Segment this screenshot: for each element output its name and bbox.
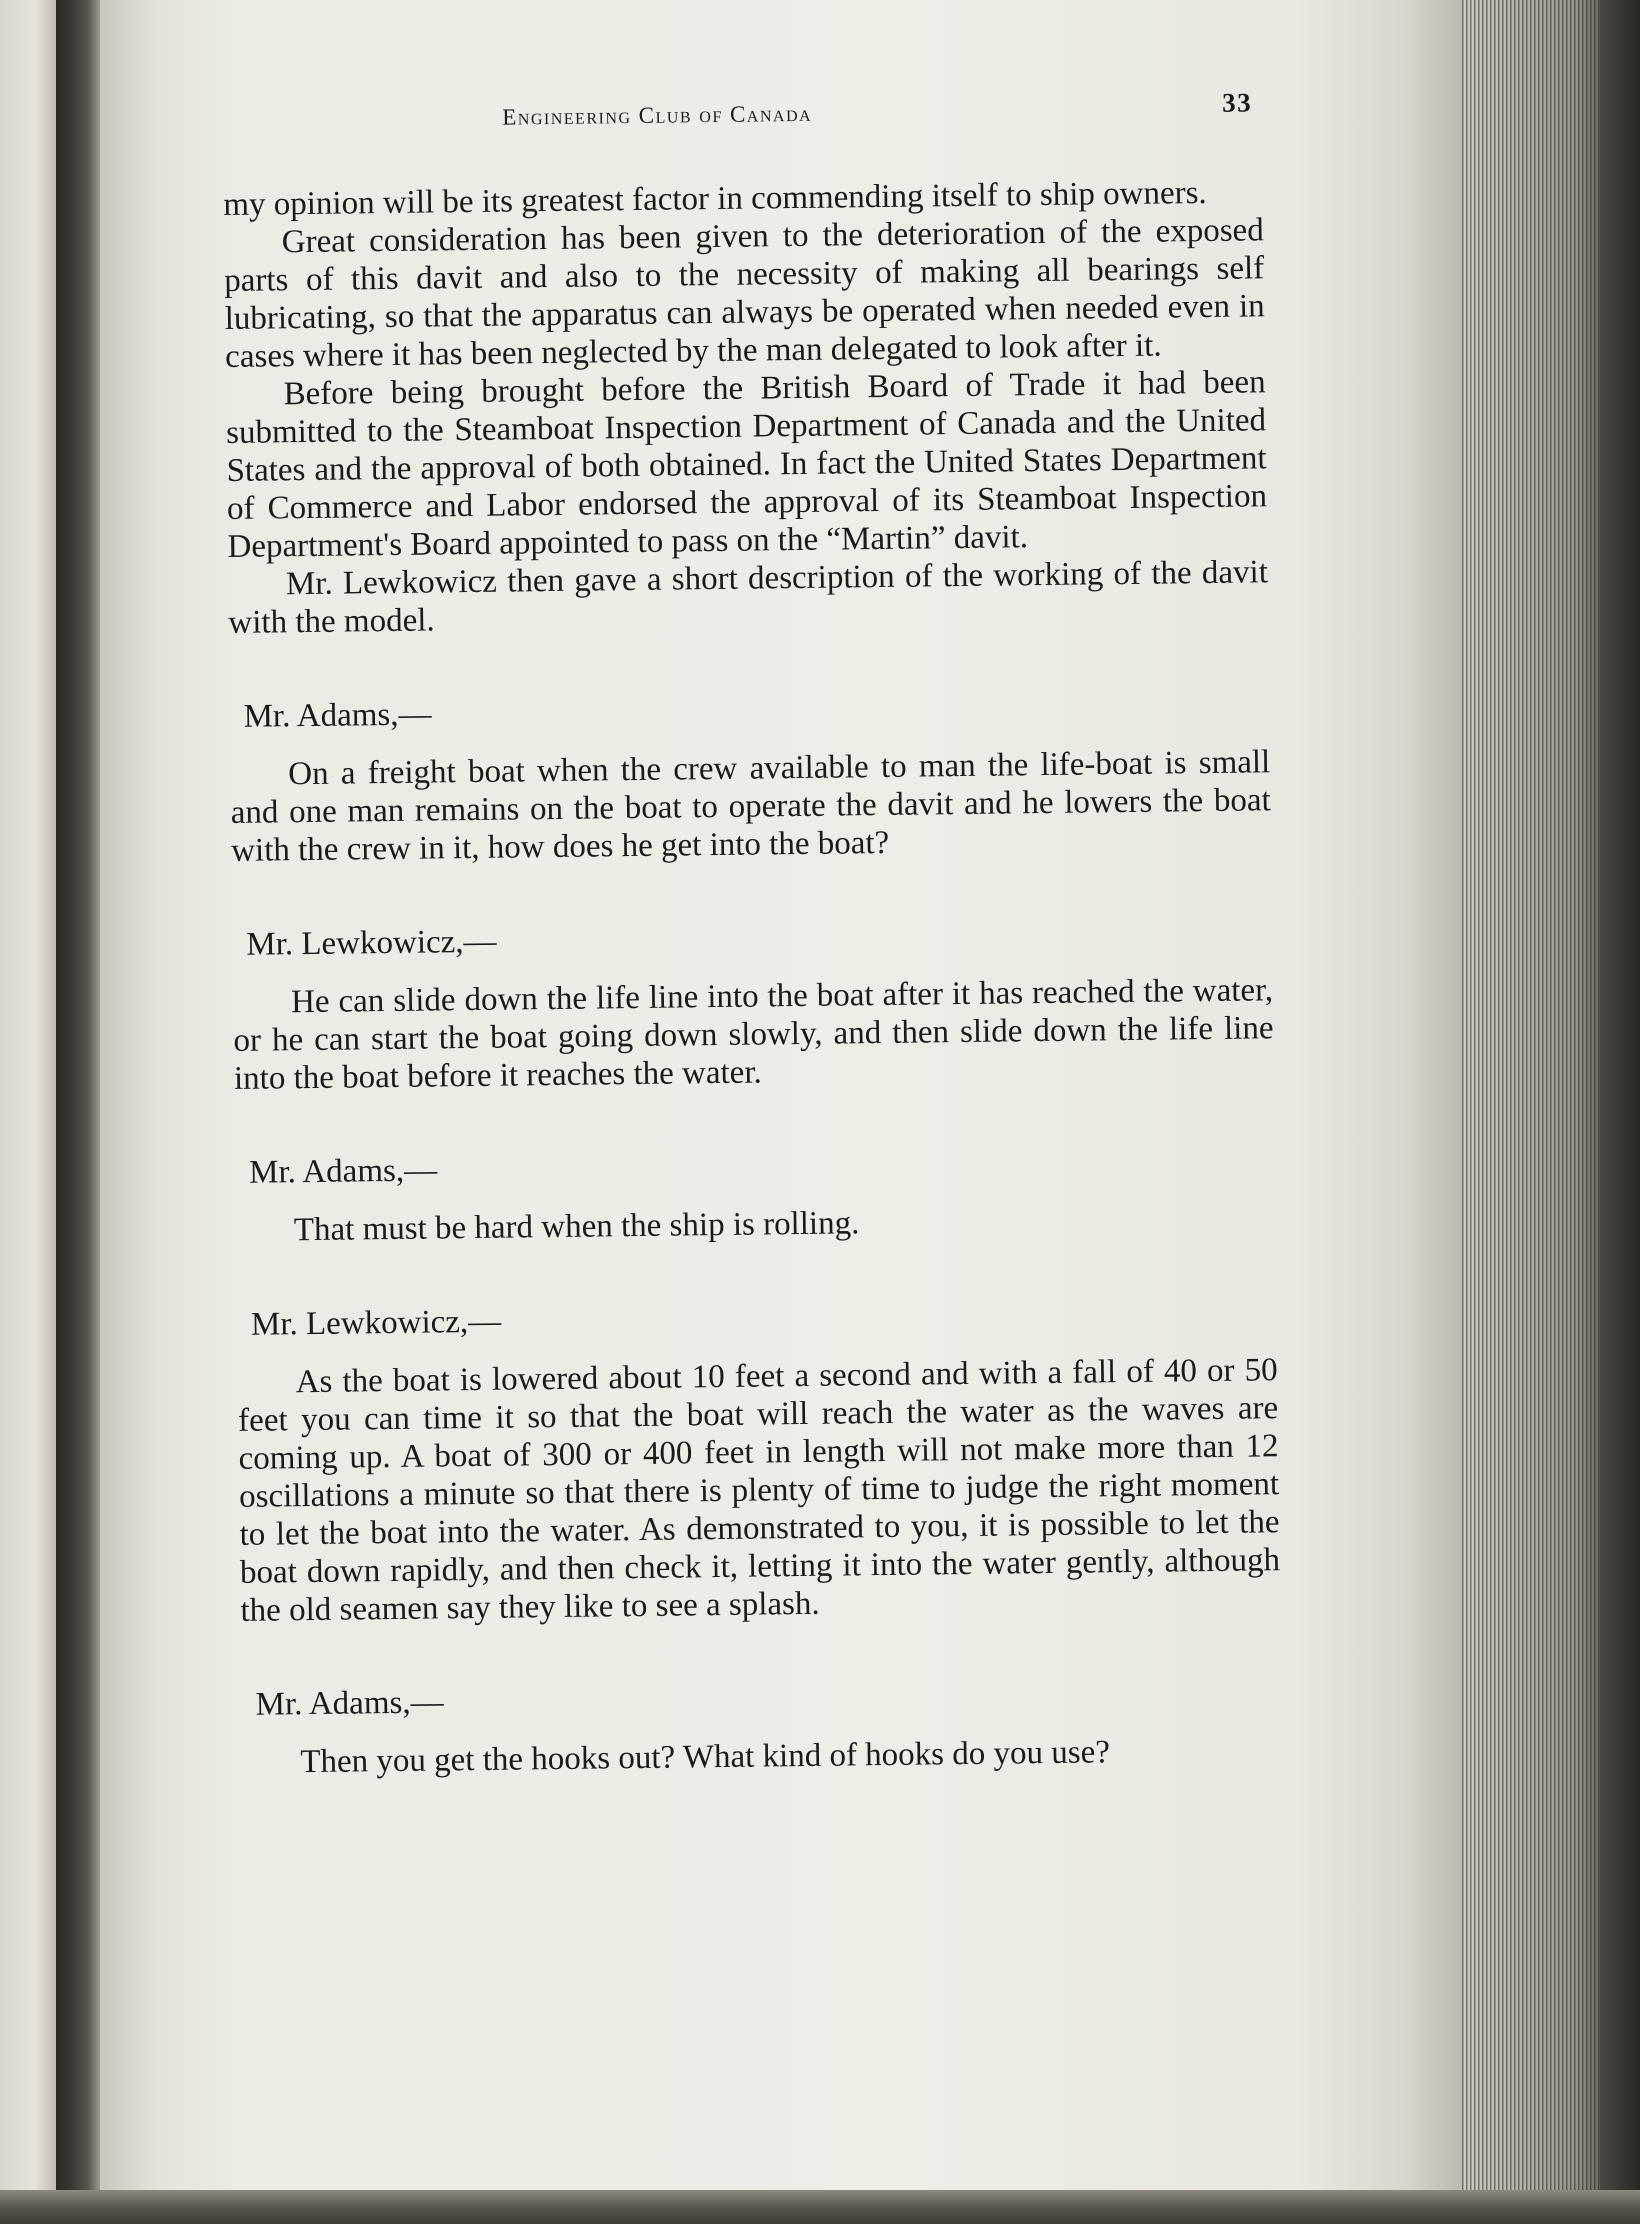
speech-text: As the boat is lowered about 10 feet a second and with a fall of 40 or 50 feet you can time it so that the boat will reach the water as the waves are coming up. A boat of 300 or 400 feet in length will not make more than 12 oscillations a minute so that there is plenty of time to judge the right moment to let the boat into the water. As demonstrated to you, it is possible to let the boat down rapidly, and then check it, letting it into the water gently, although the old seamen say they like to see a splash. xyxy=(237,1352,1281,1629)
speech-text: He can slide down the life line into the boat after it has reached the water, or he can start the boat going down slowly, and then slide down the life line into the boat before it reaches the water. xyxy=(233,972,1274,1097)
paragraph: Mr. Lewkowicz then gave a short description of the working of the davit with the model. xyxy=(228,554,1269,641)
cover-edge xyxy=(1600,0,1640,2224)
left-page-edge xyxy=(0,0,58,2224)
speaker-label: Mr. Lewkowicz,— xyxy=(250,1303,502,1343)
page-edges-stack xyxy=(1462,0,1602,2200)
book-gutter xyxy=(56,0,102,2224)
speaker-label: Mr. Adams,— xyxy=(255,1684,444,1723)
speech-text: Then you get the hooks out? What kind of hooks do you use? xyxy=(300,1734,1111,1781)
paragraph: Before being brought before the British Board of Trade it had been submitted to the Steamboat Inspection Department of Canada and the United States and the approval of both obtained. In fact the United States Department of Commerce and Labor endorsed the approval of its Steamboat Inspection Department's Board appointed to pass on the “Martin” davit. xyxy=(225,364,1268,565)
speech-text: That must be hard when the ship is rolling. xyxy=(293,1205,860,1249)
speech-text: On a freight boat when the crew available to man the life-boat is small and one man remains on the boat to operate the davit and he lowers the boat with the crew in it, how does he get into the boat? xyxy=(230,744,1271,869)
paragraph: Great consideration has been given to the deterioration of the exposed parts of this davit and also to the necessity of making all bearings self lubricating, so that the apparatus can always be operated when needed even in cases where it has been neglected by the man delegated to look after it. xyxy=(224,212,1265,375)
speaker-label: Mr. Lewkowicz,— xyxy=(246,923,497,963)
speaker-label: Mr. Adams,— xyxy=(248,1152,438,1191)
bottom-edge xyxy=(0,2190,1640,2224)
speaker-label: Mr. Adams,— xyxy=(243,696,432,735)
page-content xyxy=(222,83,1283,1782)
paragraph-continued: my opinion will be its greatest factor in commending itself to ship owners. xyxy=(223,174,1207,223)
running-head-title: Engineering Club of Canada xyxy=(502,100,813,130)
page-number: 33 xyxy=(1221,87,1253,118)
